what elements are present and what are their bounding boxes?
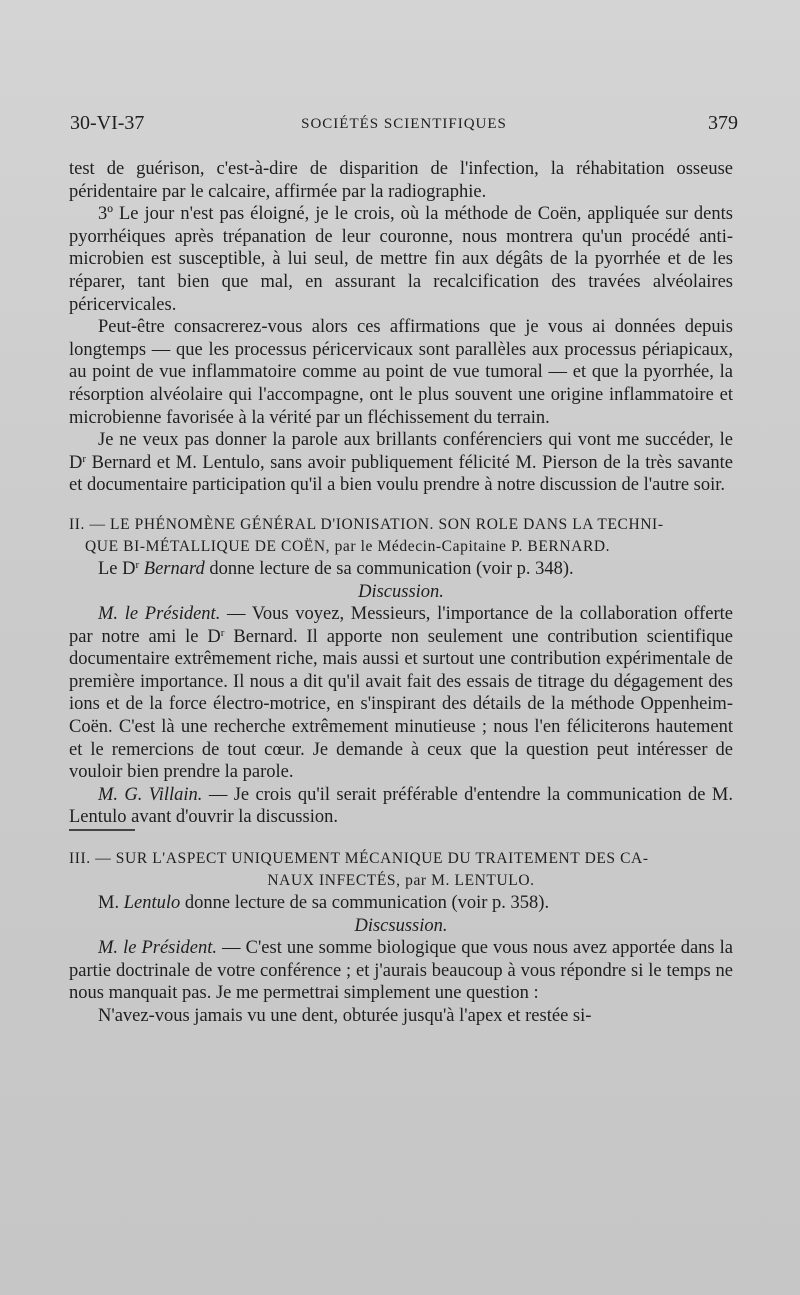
president-remark-3 [69, 937, 733, 1005]
speaker-president: M. le Président. [98, 938, 218, 959]
section-2-title-line-2: QUE BI-MÉTALLIQUE DE COËN, par le Médecin-Capitaine P. BERNARD. [85, 537, 611, 555]
section-3-intro-start: M. [98, 893, 124, 914]
page-body [69, 158, 733, 1028]
villain-remark [69, 784, 733, 829]
villain-text: — Je crois qu'il serait préférable d'entendre la communication de M. Lentulo avant d'ouvrir la discussion. [69, 784, 733, 828]
paragraph-1: test de guérison, c'est-à-dire de disparition de l'infection, la réhabitation osseuse péridentaire par le calcaire, affirmée par la radiographie. [69, 159, 733, 202]
section-3-intro [69, 892, 733, 915]
section-divider [69, 829, 135, 831]
running-header [70, 112, 738, 142]
section-3-title-line-1: III. — SUR L'ASPECT UNIQUEMENT MÉCANIQUE DU TRAITEMENT DES CA- [69, 850, 649, 868]
section-2-title-line-1: II. — LE PHÉNOMÈNE GÉNÉRAL D'IONISATION. SON ROLE DANS LA TECHNI- [69, 515, 664, 533]
speaker-president: M. le Président. [98, 604, 221, 625]
discussion-title-2: Discussion. [358, 581, 444, 602]
superscript-r: r [135, 558, 140, 571]
header-date: 30-VI-37 [70, 112, 145, 134]
paragraph-4-start: Je ne veux pas donner la parole aux brillants conférenciers qui vont me succéder, le D [69, 430, 733, 473]
header-title: SOCIÉTÉS SCIENTIFIQUES [301, 116, 507, 132]
speaker-villain: M. G. Villain. [98, 784, 203, 805]
president-text: — C'est une somme biologique que vous nous avez apportée dans la partie doctrinale de votre conférence ; et j'aurais beaucoup à vous répondre si le temps ne nous manquait pas. Je me permettrai simplement une question : [69, 938, 733, 1004]
section-3-author: Lentulo [123, 893, 181, 914]
superscript-r: r [220, 626, 225, 639]
paragraph-3: Peut-être consacrerez-vous alors ces affirmations que je vous ai données depuis longtemps — que les processus péricervicaux sont parallèles aux processus périapicaux, au point de vue inflammatoire comme au point de vue tumoral — et que la pyorrhée, la résorption alvéolaire qui l'accompagne, ont le plus souvent une origine inflammatoire et microbienne favorisée à la vérité par un fléchissement du terrain. [69, 317, 733, 428]
paragraph-2: 3º Le jour n'est pas éloigné, je le crois, où la méthode de Coën, appliquée sur dents pyorrhéiques après trépanation de leur couronne, nous montrera qu'un procédé anti-microbien est susceptible, à lui seul, de mettre fin aux dégâts de la pyorrhée et de les réparer, tant bien que mal, en assurant la recalcification des travées alvéolaires péricervicales. [69, 204, 733, 315]
superscript-r: r [82, 452, 87, 465]
section-2-intro [69, 558, 733, 581]
section-2-intro-end: donne lecture de sa communication (voir p. 348). [204, 558, 574, 579]
president-remark-2 [69, 603, 733, 784]
president-text-end: Bernard. Il apporte non seulement une contribution scientifique documentaire extrêmement riche, mais aussi et surtout une contribution expérimentale de première importance. Il nous a dit qu'il avait fait des essais de titrage du dégagement des ions et de la force électro-motrice, en s'inspirant des détails de la méthode Oppenheim-Coën. C'est là une recherche extrêmement minutieuse ; nous l'en féliciterons hautement et le remercions de tout cœur. Je demande à ceux que la question peut intéresser de vouloir bien prendre la parole. [69, 626, 733, 783]
discussion-title-3: Discsussion. [354, 915, 448, 936]
paragraph-4-end: Bernard et M. Lentulo, sans avoir publiquement félicité M. Pierson de la très savante et documentaire participation qu'il a bien voulu prendre à notre discussion de l'autre soir. [69, 452, 733, 496]
section-heading-2 [69, 514, 733, 558]
section-heading-3 [69, 848, 733, 892]
page-number: 379 [708, 112, 738, 134]
paragraph-4 [69, 429, 733, 497]
final-line: N'avez-vous jamais vu une dent, obturée jusqu'à l'apex et restée si- [98, 1006, 592, 1026]
section-3-intro-end: donne lecture de sa communication (voir p. 358). [180, 893, 550, 914]
president-text-start: — Vous voyez, Messieurs, l'importance de la collaboration offerte par notre ami le D [69, 604, 733, 647]
section-2-intro-start: Le D [98, 558, 136, 579]
section-2-author: Bernard [139, 558, 205, 579]
section-3-title-line-2: NAUX INFECTÉS, par M. LENTULO. [267, 872, 535, 890]
